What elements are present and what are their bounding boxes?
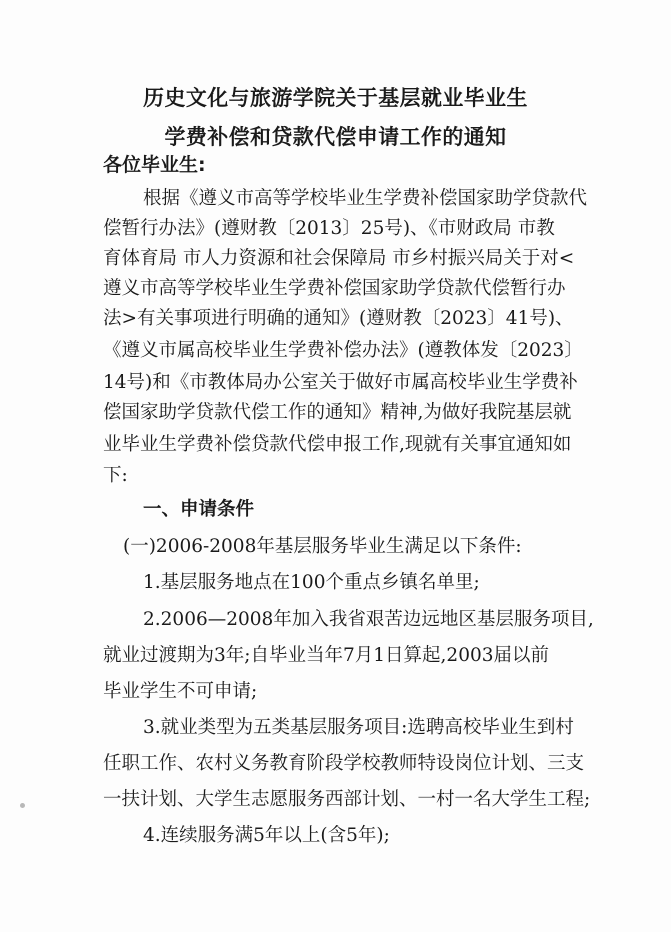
condition-item: 4.连续服务满5年以上(含5年); — [143, 825, 390, 846]
condition-item-cont: 任职工作、农村义务教育阶段学校教师特设岗位计划、三支 — [103, 753, 585, 774]
condition-item-cont: 毕业学生不可申请; — [103, 681, 258, 702]
scan-dot — [20, 803, 25, 808]
salutation: 各位毕业生: — [103, 154, 206, 176]
intro-line: 下: — [103, 465, 128, 486]
condition-item: 3.就业类型为五类基层服务项目:选聘高校毕业生到村 — [143, 717, 574, 738]
intro-line: 偿暂行办法》(遵财教〔2013〕25号)、《市财政局 市教 — [103, 218, 555, 239]
condition-item: 1.基层服务地点在100个重点乡镇名单里; — [143, 572, 480, 593]
intro-line: 业毕业生学费补偿贷款代偿申报工作,现就有关事宜通知如 — [103, 434, 572, 455]
intro-line: 14号)和《市教体局办公室关于做好市属高校毕业生学费补 — [103, 372, 578, 393]
intro-line: 偿国家助学贷款代偿工作的通知》精神,为做好我院基层就 — [103, 402, 572, 423]
condition-item: 2.2006—2008年加入我省艰苦边远地区基层服务项目, — [143, 609, 594, 630]
intro-line: 法>有关事项进行明确的通知》(遵财教〔2023〕41号)、 — [103, 308, 574, 329]
intro-line: 遵义市高等学校毕业生学费补偿国家助学贷款代偿暂行办 — [103, 278, 566, 299]
intro-line: 育体育局 市人力资源和社会保障局 市乡村振兴局关于对< — [103, 248, 575, 269]
title-line-2: 学费补偿和贷款代偿申请工作的通知 — [164, 125, 507, 149]
title-line-1: 历史文化与旅游学院关于基层就业毕业生 — [143, 86, 528, 110]
condition-item-cont: 就业过渡期为3年;自毕业当年7月1日算起,2003届以前 — [103, 645, 550, 666]
intro-line: 根据《遵义市高等学校毕业生学费补偿国家助学贷款代 — [143, 188, 588, 209]
section-heading: 一、申请条件 — [143, 499, 255, 520]
section-subheading: (一)2006-2008年基层服务毕业生满足以下条件: — [123, 536, 522, 557]
condition-item-cont: 一扶计划、大学生志愿服务西部计划、一村一名大学生工程; — [103, 789, 591, 810]
intro-line: 《遵义市属高校毕业生学费补偿办法》(遵教体发〔2023〕 — [103, 340, 583, 361]
